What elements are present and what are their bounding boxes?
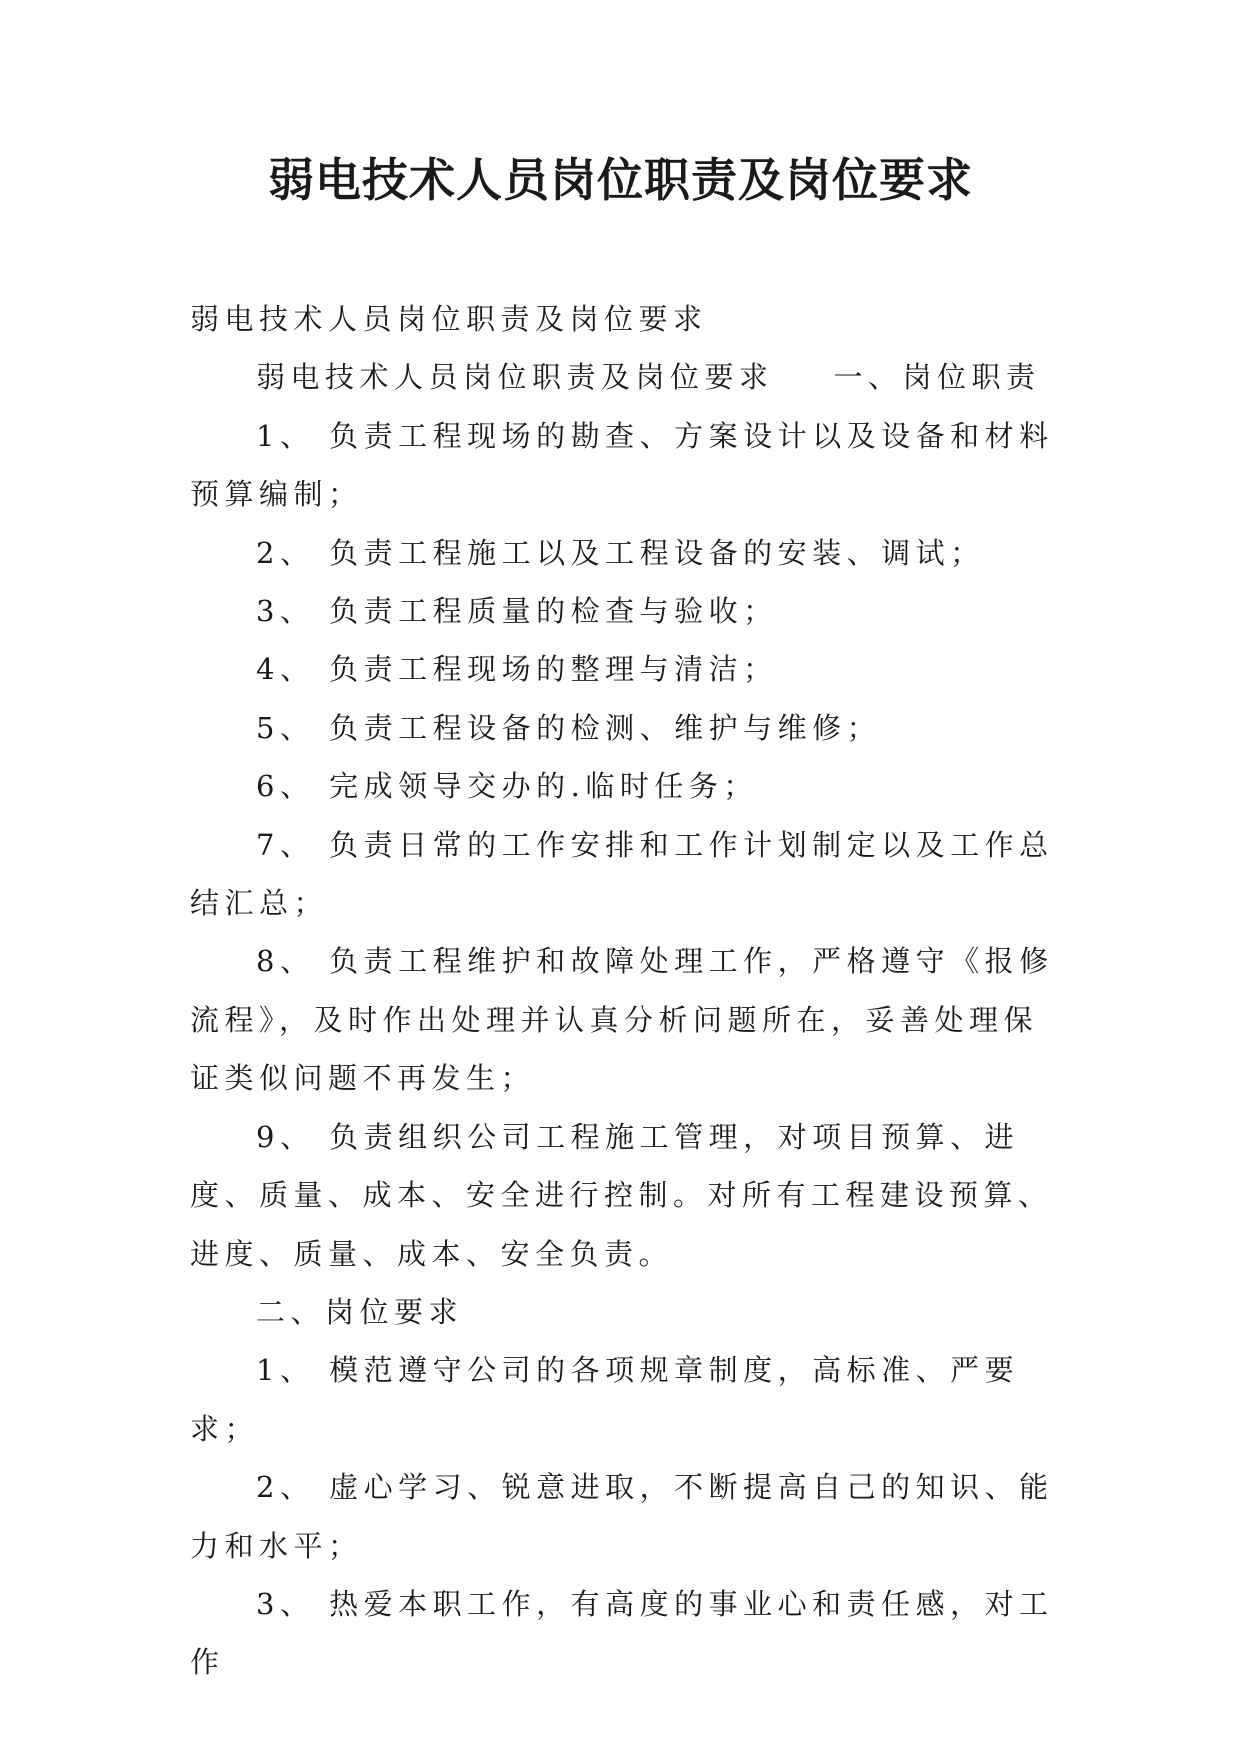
duty-item-5: 5、 负责工程设备的检测、维护与维修；: [256, 710, 882, 745]
intro-line: [190, 348, 1070, 406]
duty-item-1: 1、 负责工程现场的勘查、方案设计以及设备和材料预算编制；: [190, 418, 1054, 512]
requirement-item-3: 3、 热爱本职工作，有高度的事业心和责任感，对工作: [190, 1586, 1054, 1680]
document-title: 弱电技术人员岗位职责及岗位要求: [268, 153, 973, 207]
requirement-item-2: 2、 虚心学习、锐意进取，不断提高自己的知识、能力和水平；: [190, 1470, 1054, 1563]
duty-item-8: 8、 负责工程维护和故障处理工作，严格遵守《报修流程》，及时作出处理并认真分析问题所在，妥善处理保证类似问题不再发生；: [190, 944, 1054, 1096]
duty-item-7: 7、 负责日常的工作安排和工作计划制定以及工作总结汇总；: [190, 827, 1054, 921]
intro-lead: 弱电技术人员岗位职责及岗位要求: [256, 360, 774, 395]
document-body: [190, 290, 1070, 1692]
duty-item-4: 4、 负责工程现场的整理与清洁；: [256, 652, 778, 687]
section-heading-requirements: 二、岗位要求: [256, 1294, 464, 1329]
duty-item-2: 2、 负责工程施工以及工程设备的安装、调试；: [256, 535, 985, 570]
document-subtitle: 弱电技术人员岗位职责及岗位要求: [190, 302, 708, 336]
duty-item-9: 9、 负责组织公司工程施工管理，对项目预算、进度、质量、成本、安全进行控制。对所有工程建设预算、进度、质量、成本、安全负责。: [190, 1119, 1053, 1271]
section-heading-duties: 一、岗位职责: [833, 360, 1041, 395]
requirement-item-1: 1、 模范遵守公司的各项规章制度，高标准、严要求；: [190, 1353, 1020, 1446]
duty-item-3: 3、 负责工程质量的检查与验收；: [256, 594, 778, 629]
duty-item-6: 6、 完成领导交办的.临时任务；: [256, 769, 758, 804]
